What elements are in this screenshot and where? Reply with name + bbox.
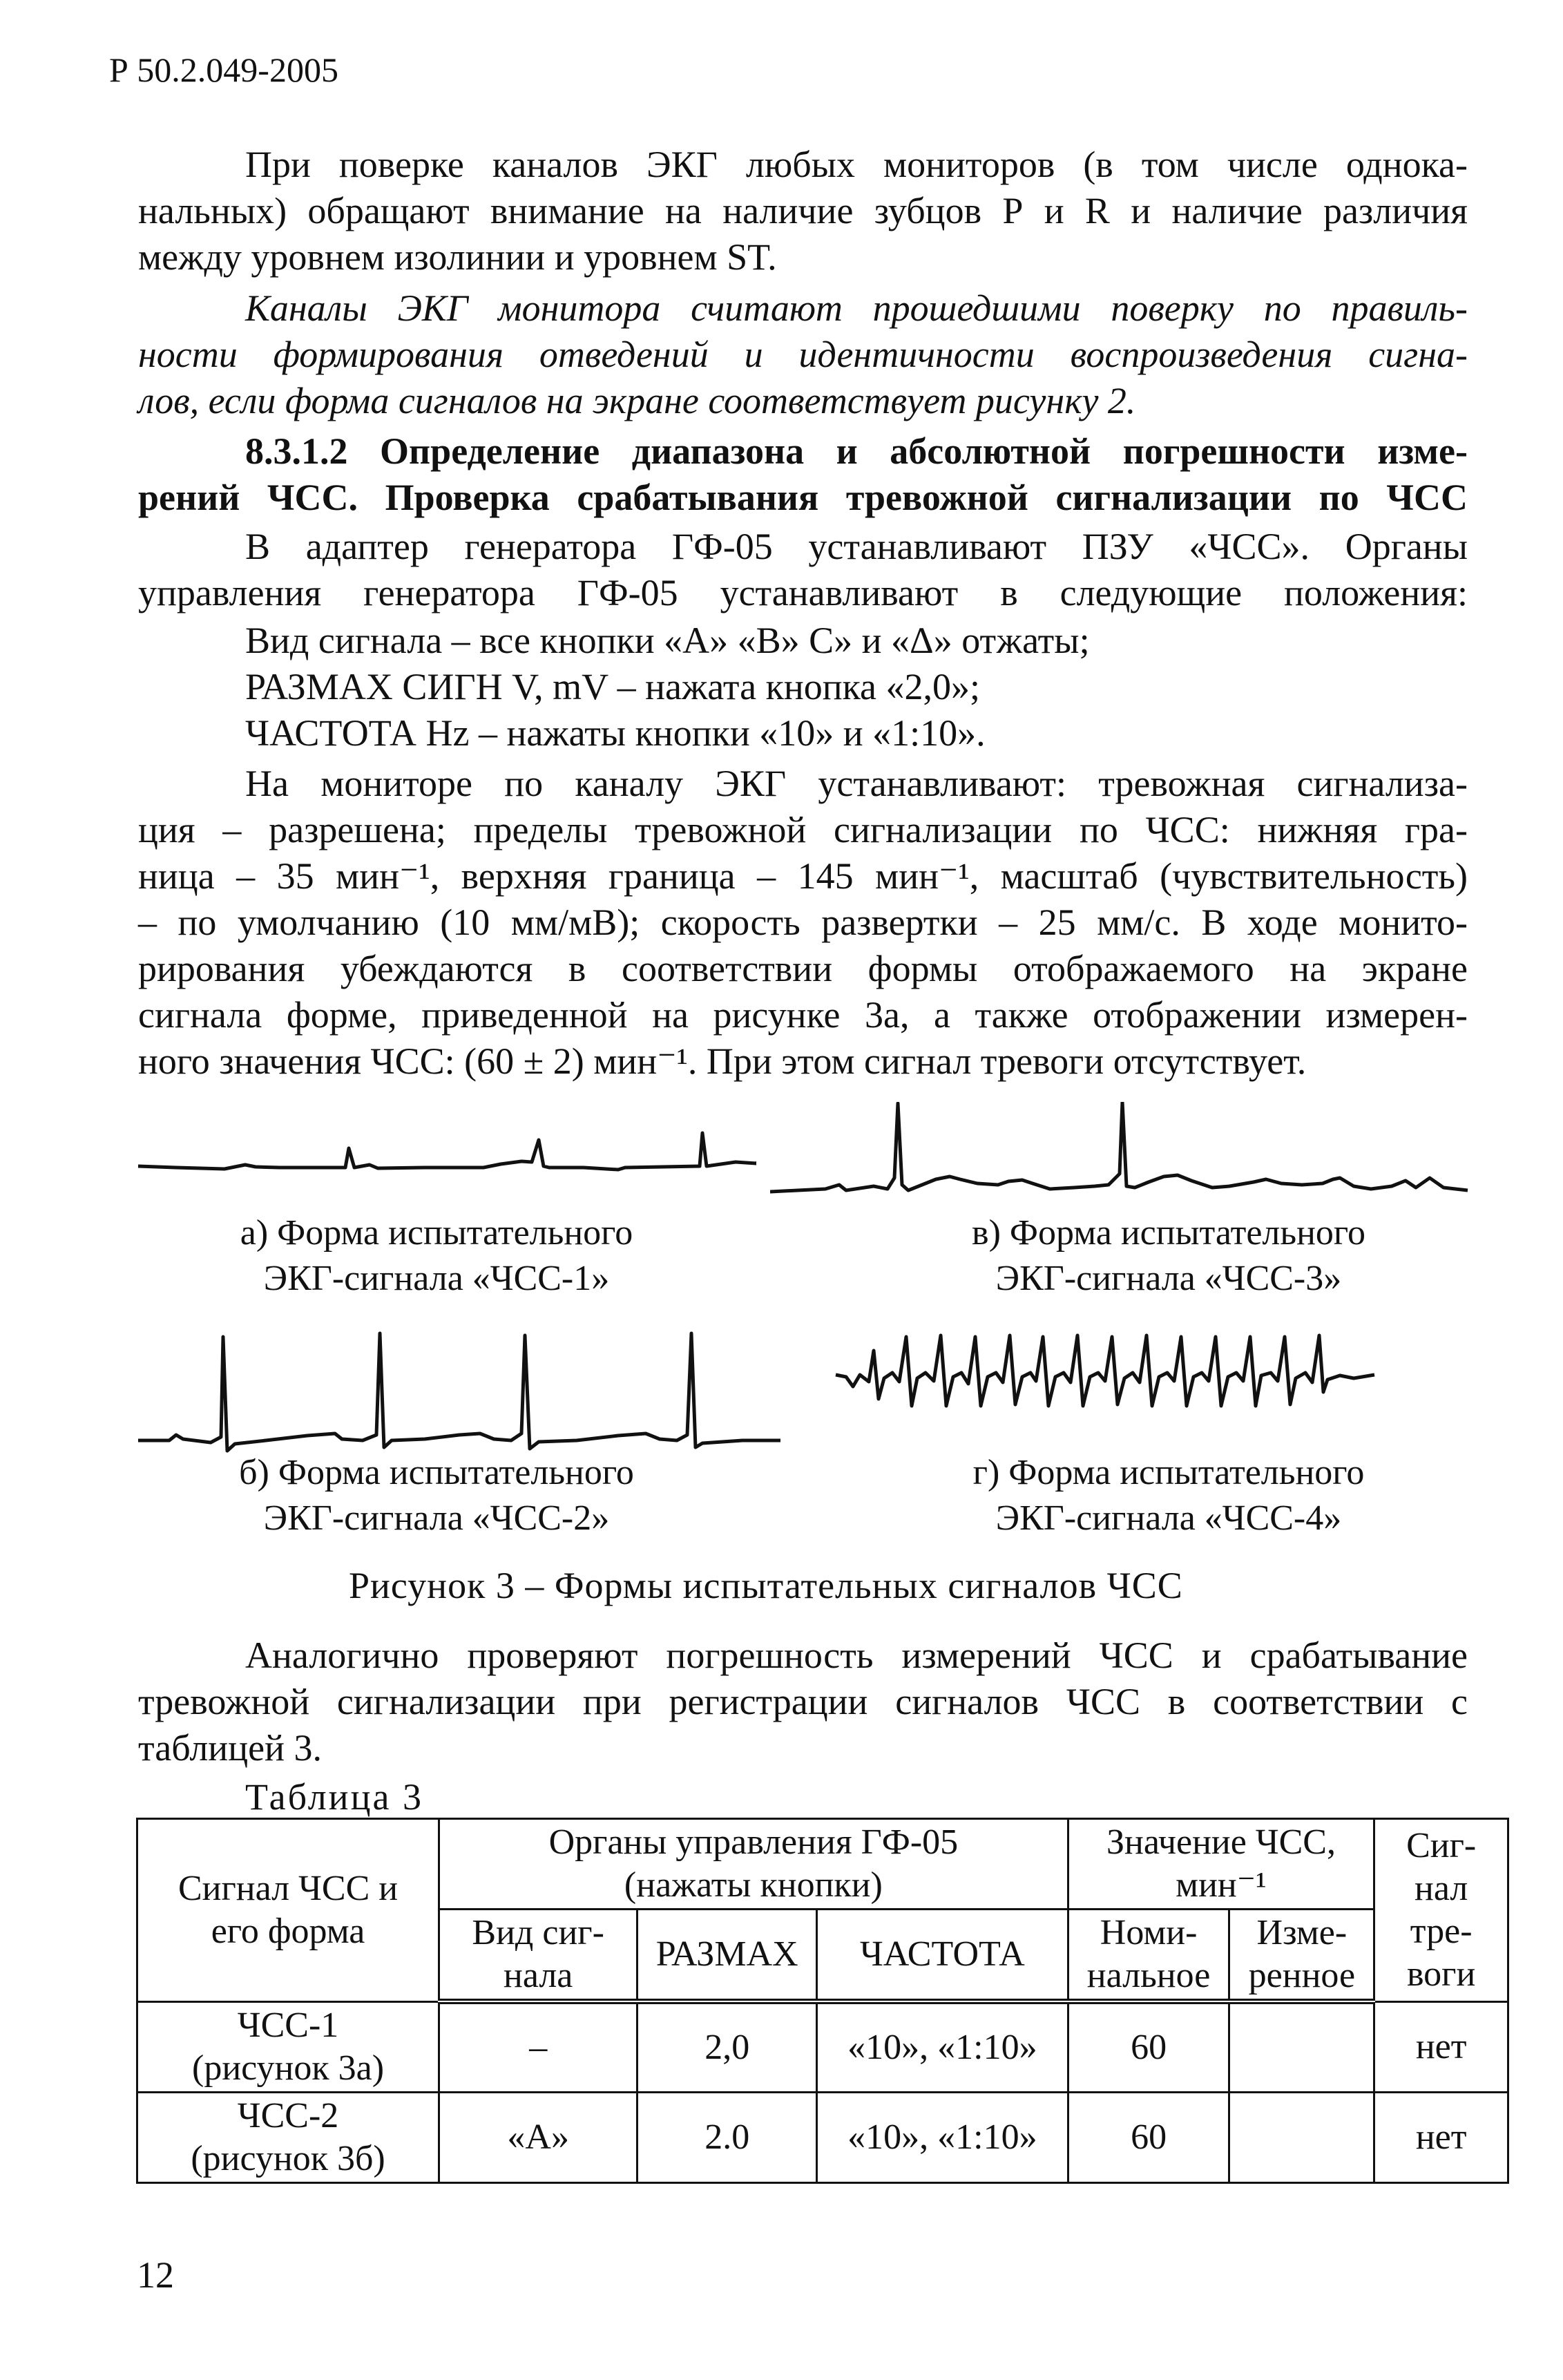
header-signal: Сигнал ЧСС и его форма	[137, 1819, 439, 2002]
table-row	[137, 2001, 1508, 2092]
figure-caption-a	[164, 1210, 709, 1302]
text-line: между уровнем изолинии и уровнем ST.	[138, 236, 777, 278]
text-line: ница – 35 мин⁻¹, верхняя граница – 145 мин⁻¹, масштаб (чувствительность)	[138, 855, 1468, 897]
text-line: сигнала форме, приведенной на рисунке 3а, а также отображении измерен-	[138, 994, 1468, 1036]
cell-alarm: нет	[1374, 2001, 1508, 2092]
settings-item: Вид сигнала – все кнопки «А» «В» С» и «Δ» отжаты;	[245, 620, 1090, 661]
text-line: Аналогично проверяют погрешность измерений ЧСС и срабатывание	[245, 1635, 1468, 1676]
figure-caption-v	[896, 1210, 1441, 1302]
paragraph-5	[138, 1632, 1468, 1771]
cell-signal: ЧСС-1 (рисунок 3а)	[137, 2001, 439, 2092]
figure-title: Рисунок 3 – Формы испытательных сигналов ЧСС	[349, 1565, 1183, 1606]
text-line: тревожной сигнализации при регистрации сигналов ЧСС в соответствии с	[138, 1681, 1468, 1722]
cell-nominal: 60	[1068, 2092, 1229, 2182]
caption-line: ЭКГ-сигнала «ЧСС-4»	[995, 1498, 1342, 1538]
text-line: 8.3.1.2 Определение диапазона и абсолютной погрешности изме-	[245, 430, 1468, 472]
table-label: Таблица 3	[245, 1776, 423, 1818]
text-line: На мониторе по каналу ЭКГ устанавливают: тревожная сигнализа-	[245, 763, 1468, 804]
paragraph-2-italic	[138, 285, 1468, 424]
ecg-waveform-g	[829, 1309, 1381, 1440]
header-vid: Вид сиг- нала	[439, 1910, 637, 2002]
text-line: – по умолчанию (10 мм/мВ); скорость развертки – 25 мм/с. В ходе монито-	[138, 902, 1468, 943]
settings-item: РАЗМАХ СИГН V, mV – нажата кнопка «2,0»;	[245, 666, 981, 707]
cell-razmah: 2.0	[637, 2092, 817, 2182]
header-measured: Изме- ренное	[1229, 1910, 1374, 2002]
cell-razmah: 2,0	[637, 2001, 817, 2092]
figure-caption-b	[164, 1450, 709, 1541]
cell-measured	[1229, 2001, 1374, 2092]
settings-item: ЧАСТОТА Hz – нажаты кнопки «10» и «1:10».	[245, 712, 986, 754]
cell-chastota: «10», «1:10»	[817, 2092, 1068, 2182]
header-chastota: ЧАСТОТА	[817, 1910, 1068, 2002]
section-heading	[138, 428, 1468, 521]
page-number: 12	[137, 2254, 174, 2296]
text-line: нальных) обращают внимание на наличие зубцов Р и R и наличие различия	[138, 190, 1468, 231]
text-line: При поверке каналов ЭКГ любых мониторов (в том числе однока-	[245, 144, 1468, 185]
text-line: лов, если форма сигналов на экране соответствует рисунку 2.	[138, 380, 1136, 421]
caption-line: в) Форма испытательного	[972, 1213, 1365, 1253]
caption-line: б) Форма испытательного	[239, 1453, 634, 1492]
cell-signal: ЧСС-2 (рисунок 3б)	[137, 2092, 439, 2182]
table-3	[136, 1818, 1509, 2184]
settings-list	[138, 618, 1468, 756]
cell-chastota: «10», «1:10»	[817, 2001, 1068, 2092]
text-line: таблицей 3.	[138, 1727, 322, 1769]
cell-nominal: 60	[1068, 2001, 1229, 2092]
text-line: ности формирования отведений и идентичности воспроизведения сигна-	[138, 334, 1468, 375]
header-razmah: РАЗМАХ	[637, 1910, 817, 2002]
text-line: ция – разрешена; пределы тревожной сигнализации по ЧСС: нижняя гра-	[138, 809, 1468, 850]
paragraph-4	[138, 761, 1468, 1085]
ecg-waveform-b	[135, 1330, 784, 1465]
ecg-waveform-v	[770, 1102, 1482, 1216]
caption-line: ЭКГ-сигнала «ЧСС-3»	[995, 1259, 1342, 1298]
text-line: рений ЧСС. Проверка срабатывания тревожной сигнализации по ЧСС	[138, 477, 1468, 518]
header-nominal: Номи- нальное	[1068, 1910, 1229, 2002]
caption-line: г) Форма испытательного	[972, 1453, 1365, 1492]
cell-vid: –	[439, 2001, 637, 2092]
caption-line: ЭКГ-сигнала «ЧСС-2»	[263, 1498, 610, 1538]
text-line: рирования убеждаются в соответствии формы отображаемого на экране	[138, 948, 1468, 989]
text-line: В адаптер генератора ГФ-05 устанавливают ПЗУ «ЧСС». Органы	[245, 526, 1468, 567]
header-alarm: Сиг- нал тре- воги	[1374, 1819, 1508, 2002]
text-line: ного значения ЧСС: (60 ± 2) мин⁻¹. При этом сигнал тревоги отсутствует.	[138, 1040, 1307, 1082]
header-hr-value: Значение ЧСС, мин⁻¹	[1068, 1819, 1374, 1910]
paragraph-1	[138, 142, 1468, 280]
ecg-waveform-a	[135, 1098, 756, 1188]
cell-vid: «А»	[439, 2092, 637, 2182]
caption-line: а) Форма испытательного	[240, 1213, 633, 1253]
text-line: управления генератора ГФ-05 устанавливают в следующие положения:	[138, 572, 1468, 613]
table-header-row	[137, 1819, 1508, 1910]
document-number: Р 50.2.049-2005	[109, 50, 338, 89]
table-row	[137, 2092, 1508, 2182]
text-line: Каналы ЭКГ монитора считают прошедшими поверку по правиль-	[245, 287, 1468, 329]
figure-caption-g	[896, 1450, 1441, 1541]
caption-line: ЭКГ-сигнала «ЧСС-1»	[263, 1259, 610, 1298]
cell-alarm: нет	[1374, 2092, 1508, 2182]
cell-measured	[1229, 2092, 1374, 2182]
header-controls: Органы управления ГФ-05 (нажаты кнопки)	[439, 1819, 1068, 1910]
paragraph-3	[138, 524, 1468, 616]
